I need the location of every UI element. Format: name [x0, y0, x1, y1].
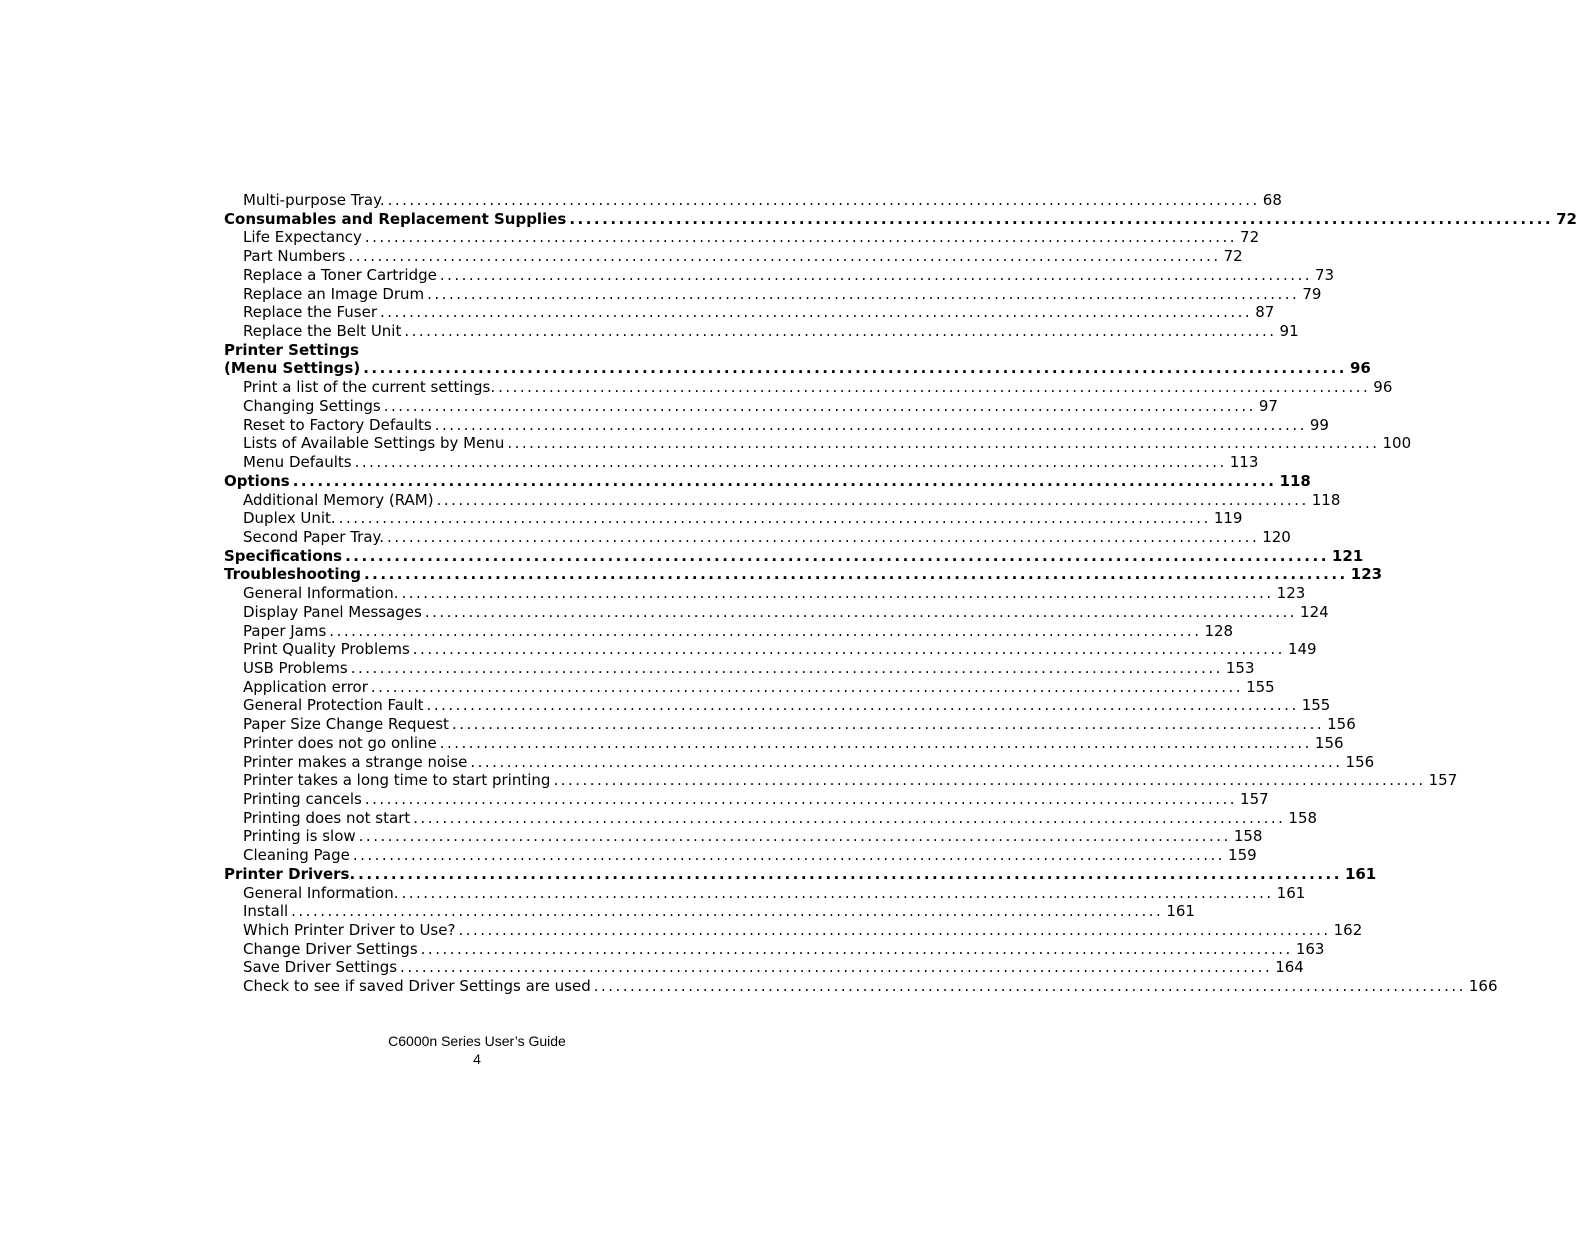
- toc-entry-label: Printing cancels: [243, 790, 362, 808]
- toc-subentry[interactable]: [224, 490, 1341, 510]
- toc-leader-dots: ........................................................................................................................: [400, 958, 1273, 977]
- toc-subentry[interactable]: [224, 790, 1269, 809]
- toc-subentry[interactable]: [224, 434, 1412, 453]
- toc-entry-page: 161: [1344, 864, 1377, 883]
- toc-entry-page: 119: [1213, 509, 1243, 528]
- toc-leader-dots: ........................................................................................................................: [348, 247, 1221, 266]
- toc-leader-dots: ........................................................................................................................: [350, 658, 1223, 677]
- toc-entry-page: 72: [1240, 228, 1260, 247]
- toc-entry-label: Part Numbers: [243, 247, 346, 266]
- toc-leader-dots: ........................................................................................................................: [363, 359, 1347, 378]
- toc-entry-label: Options: [224, 471, 290, 490]
- toc-entry-page: 96: [1350, 359, 1371, 378]
- toc-entry-page: 149: [1287, 640, 1317, 659]
- toc-subentry[interactable]: [224, 396, 1278, 416]
- toc-leader-dots: ........................................................................................................................: [436, 490, 1309, 509]
- toc-entry-page: 162: [1333, 921, 1363, 940]
- toc-entry-label: Specifications: [224, 546, 343, 565]
- toc-leader-dots: ........................................................................................................................: [439, 733, 1312, 752]
- toc-subentry[interactable]: [224, 677, 1275, 697]
- toc-entry-label: Replace a Toner Cartridge: [243, 265, 437, 284]
- toc-section-entry[interactable]: [224, 209, 1577, 229]
- toc-entry-label: Which Printer Driver to Use?: [243, 921, 456, 940]
- toc-entry-page: 68: [1262, 191, 1282, 209]
- toc-entry-page: 155: [1246, 677, 1275, 696]
- toc-entry-page: 156: [1345, 752, 1375, 771]
- toc-leader-dots: ........................................................................................................................: [593, 977, 1466, 996]
- toc-leader-dots: ........................................................................................................................: [401, 584, 1274, 603]
- toc-leader-dots: ........................................................................................................................: [358, 864, 1342, 883]
- toc-subentry[interactable]: [224, 378, 1393, 397]
- toc-leader-dots: ........................................................................................................................: [434, 415, 1307, 434]
- toc-subentry[interactable]: [224, 415, 1329, 435]
- toc-entry-label: Additional Memory (RAM): [243, 490, 434, 509]
- toc-entry-label: Lists of Available Settings by Menu: [243, 434, 505, 453]
- toc-subentry[interactable]: [224, 808, 1318, 828]
- toc-leader-dots: ........................................................................................................................: [370, 677, 1244, 696]
- toc-entry-page: 123: [1350, 565, 1383, 584]
- toc-subentry[interactable]: [224, 509, 1243, 528]
- toc-subentry[interactable]: [224, 658, 1255, 678]
- toc-subentry[interactable]: [224, 322, 1299, 341]
- toc-entry-label: General Information.: [243, 584, 399, 603]
- toc-entry-page: 118: [1279, 471, 1311, 490]
- toc-entry-label: Print Quality Problems: [243, 640, 410, 659]
- toc-entry-page: 79: [1302, 284, 1322, 303]
- toc-subentry[interactable]: [224, 846, 1257, 865]
- toc-leader-dots: ........................................................................................................................: [470, 752, 1343, 771]
- toc-entry-label: Print a list of the current settings.: [243, 378, 496, 397]
- toc-entry-label: Install: [243, 902, 289, 921]
- toc-entry-page: 123: [1276, 584, 1306, 603]
- toc-subentry[interactable]: [224, 902, 1195, 921]
- toc-leader-dots: ........................................................................................................................: [458, 921, 1331, 940]
- toc-entry-page: 155: [1301, 696, 1331, 715]
- toc-subentry[interactable]: [224, 883, 1306, 903]
- toc-subentry[interactable]: [224, 453, 1259, 472]
- toc-leader-dots: ........................................................................................................................: [569, 209, 1554, 228]
- toc-entry-page: 124: [1300, 602, 1329, 621]
- toc-entry-label: Printer Settings: [224, 340, 359, 359]
- toc-leader-dots: ........................................................................................................................: [292, 471, 1277, 490]
- toc-subentry[interactable]: [224, 284, 1322, 304]
- toc-leader-dots: ........................................................................................................................: [420, 939, 1293, 958]
- toc-subentry[interactable]: [224, 303, 1275, 322]
- toc-entry-label: Paper Jams: [243, 621, 327, 640]
- toc-entry-page: 161: [1276, 883, 1306, 902]
- footer-title: C6000n Series User’s Guide: [388, 1033, 566, 1049]
- toc-entry-page: 99: [1309, 415, 1329, 434]
- toc-entry-page: 158: [1233, 827, 1263, 846]
- toc-entry-page: 128: [1204, 621, 1234, 640]
- toc-subentry[interactable]: [224, 640, 1317, 659]
- toc-entry-label: USB Problems: [243, 658, 348, 677]
- toc-entry-page: 166: [1468, 977, 1498, 996]
- toc-leader-dots: ........................................................................................................................: [364, 228, 1238, 247]
- toc-section-entry[interactable]: [224, 359, 1371, 378]
- toc-subentry[interactable]: [224, 527, 1291, 547]
- toc-entry-page: 97: [1258, 396, 1278, 415]
- toc-section-entry[interactable]: [224, 546, 1364, 566]
- toc-entry-label: Changing Settings: [243, 396, 381, 415]
- toc-subentry[interactable]: [224, 602, 1329, 622]
- toc-entry-label: Duplex Unit.: [243, 509, 336, 528]
- toc-subentry[interactable]: [224, 247, 1243, 266]
- toc-leader-dots: ........................................................................................................................: [352, 846, 1226, 865]
- toc-leader-dots: ........................................................................................................................: [401, 883, 1274, 902]
- toc-leader-dots: ........................................................................................................................: [364, 790, 1238, 808]
- footer-page-number: 4: [473, 1051, 481, 1067]
- toc-entry-page: 164: [1275, 958, 1304, 977]
- toc-leader-dots: ........................................................................................................................: [413, 808, 1286, 827]
- toc-entry-page: 163: [1295, 939, 1325, 958]
- toc-leader-dots: ........................................................................................................................: [338, 509, 1211, 528]
- toc-entry-page: 156: [1314, 733, 1344, 752]
- toc-leader-dots: ........................................................................................................................: [329, 621, 1202, 640]
- toc-entry-label: Paper Size Change Request: [243, 715, 449, 734]
- toc-entry-label: Life Expectancy: [243, 228, 362, 247]
- toc-entry-label: Second Paper Tray.: [243, 527, 385, 546]
- toc-entry-label: Printing is slow: [243, 827, 356, 846]
- toc-section-entry[interactable]: [224, 341, 702, 360]
- toc-entry-label: Application error: [243, 677, 368, 696]
- toc-entry-label: General Information.: [243, 883, 399, 902]
- toc-entry-page: 157: [1240, 790, 1269, 808]
- toc-subentry[interactable]: [224, 265, 1335, 285]
- toc-entry-page: 161: [1166, 902, 1195, 921]
- toc-entry-label: Replace the Fuser: [243, 303, 378, 322]
- toc-entry-label: Printer makes a strange noise: [243, 752, 468, 771]
- toc-entry-label: Reset to Factory Defaults: [243, 415, 432, 434]
- toc-entry-page: 159: [1228, 846, 1257, 865]
- toc-entry-page: 158: [1288, 808, 1318, 827]
- toc-entry-label: Printer Drivers.: [224, 864, 356, 883]
- table-of-contents: [224, 191, 1577, 996]
- toc-leader-dots: ........................................................................................................................: [380, 303, 1253, 322]
- toc-leader-dots: ........................................................................................................................: [412, 640, 1285, 659]
- toc-subentry[interactable]: [224, 733, 1344, 753]
- toc-subentry[interactable]: [224, 584, 1306, 603]
- toc-section-entry[interactable]: [224, 565, 1383, 584]
- toc-entry-page: 72: [1556, 209, 1577, 228]
- toc-entry-label: Printer does not go online: [243, 733, 437, 752]
- toc-entry-label: Replace the Belt Unit: [243, 322, 402, 341]
- toc-entry-page: 118: [1311, 490, 1341, 509]
- toc-entry-page: 100: [1382, 434, 1412, 453]
- toc-subentry[interactable]: [224, 958, 1304, 977]
- toc-entry-label: Consumables and Replacement Supplies: [224, 209, 567, 228]
- toc-entry-page: 156: [1327, 715, 1356, 734]
- toc-entry-label: Menu Defaults: [243, 453, 352, 472]
- toc-entry-page: 113: [1229, 453, 1259, 472]
- toc-entry-page: 91: [1279, 322, 1299, 341]
- toc-entry-page: 153: [1225, 658, 1255, 677]
- toc-leader-dots: ........................................................................................................................: [291, 902, 1164, 921]
- toc-leader-dots: ........................................................................................................................: [358, 827, 1231, 846]
- toc-entry-label: (Menu Settings): [224, 359, 361, 378]
- toc-subentry[interactable]: [224, 191, 1282, 210]
- toc-entry-label: Printing does not start: [243, 808, 411, 827]
- toc-entry-label: Multi-purpose Tray.: [243, 191, 385, 209]
- toc-leader-dots: ........................................................................................................................: [507, 434, 1380, 453]
- toc-entry-label: General Protection Fault: [243, 696, 424, 715]
- toc-subentry[interactable]: [224, 752, 1375, 772]
- toc-entry-label: Troubleshooting: [224, 565, 361, 584]
- toc-leader-dots: ........................................................................................................................: [387, 191, 1260, 209]
- toc-entry-page: 72: [1223, 247, 1243, 266]
- toc-leader-dots: ........................................................................................................................: [498, 378, 1371, 397]
- toc-entry-page: 157: [1428, 771, 1458, 790]
- toc-entry-label: Display Panel Messages: [243, 602, 422, 621]
- toc-entry-label: Replace an Image Drum: [243, 284, 425, 303]
- toc-entry-page: 87: [1255, 303, 1275, 322]
- toc-subentry[interactable]: [224, 621, 1234, 641]
- toc-entry-label: Save Driver Settings: [243, 958, 398, 977]
- toc-section-entry[interactable]: [224, 864, 1377, 884]
- toc-leader-dots: ........................................................................................................................: [439, 265, 1313, 284]
- toc-entry-page: 96: [1373, 378, 1393, 397]
- toc-leader-dots: ........................................................................................................................: [427, 284, 1300, 303]
- toc-subentry[interactable]: [224, 228, 1260, 247]
- toc-entry-page: 121: [1331, 546, 1364, 565]
- toc-leader-dots: ........................................................................................................................: [363, 565, 1348, 584]
- toc-subentry[interactable]: [224, 696, 1331, 715]
- toc-entry-label: Cleaning Page: [243, 846, 350, 865]
- toc-subentry[interactable]: [224, 715, 1356, 734]
- toc-entry-label: Change Driver Settings: [243, 939, 418, 958]
- toc-subentry[interactable]: [224, 771, 1458, 790]
- toc-entry-page: 120: [1262, 527, 1291, 546]
- toc-entry-page: 73: [1315, 265, 1335, 284]
- toc-subentry[interactable]: [224, 977, 1498, 996]
- toc-leader-dots: ........................................................................................................................: [387, 527, 1260, 546]
- toc-leader-dots: ........................................................................................................................: [354, 453, 1227, 472]
- toc-leader-dots: ........................................................................................................................: [451, 715, 1325, 734]
- toc-leader-dots: ........................................................................................................................: [426, 696, 1299, 715]
- toc-leader-dots: ........................................................................................................................: [404, 322, 1277, 341]
- toc-leader-dots: ........................................................................................................................: [424, 602, 1298, 621]
- toc-subentry[interactable]: [224, 921, 1363, 940]
- toc-entry-label: Printer takes a long time to start printing: [243, 771, 551, 790]
- toc-leader-dots: ........................................................................................................................: [553, 771, 1426, 790]
- toc-leader-dots: ........................................................................................................................: [383, 396, 1256, 415]
- toc-subentry[interactable]: [224, 939, 1325, 959]
- toc-section-entry[interactable]: [224, 471, 1311, 491]
- toc-subentry[interactable]: [224, 827, 1263, 846]
- toc-leader-dots: ........................................................................................................................: [345, 546, 1329, 565]
- toc-entry-label: Check to see if saved Driver Settings are used: [243, 977, 591, 996]
